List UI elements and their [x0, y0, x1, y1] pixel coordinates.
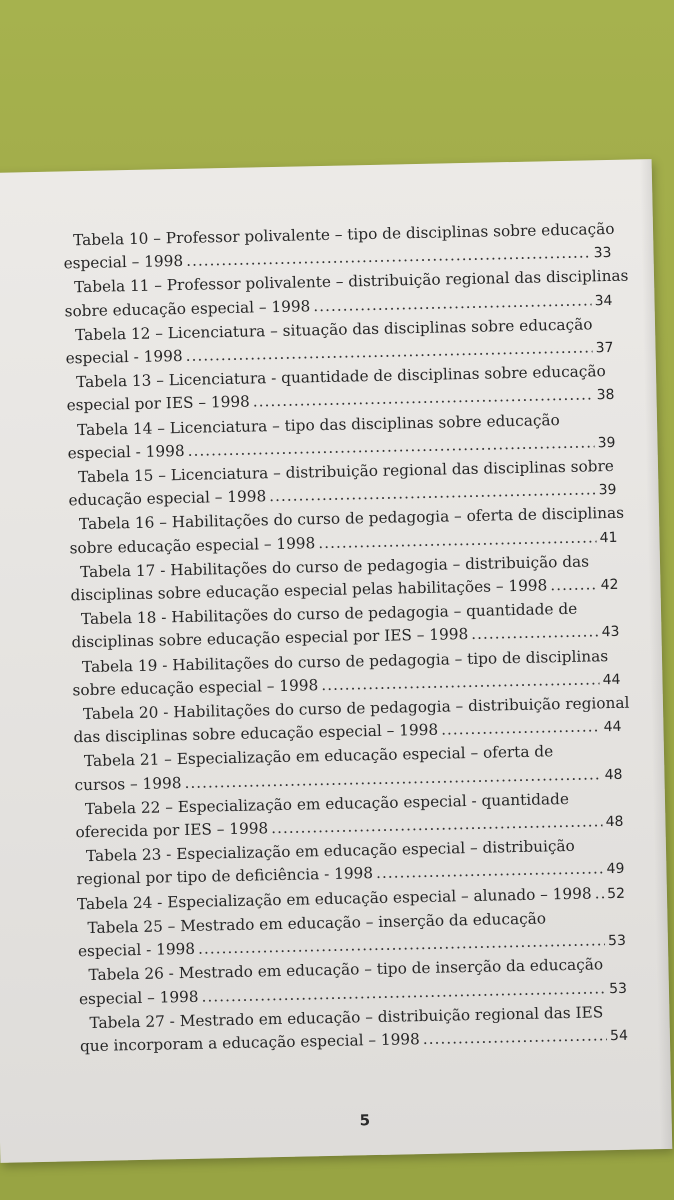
entry-title-cont: especial – 1998: [78, 987, 199, 1008]
entry-title-cont: educação especial – 1998: [68, 487, 267, 510]
entry-title-cont: disciplinas sobre educação especial por IES – 1998: [71, 625, 469, 652]
entry-title: Tabela 15 – Licenciatura – distribuição regional das disciplinas sobre: [77, 456, 615, 487]
table-list: [63, 218, 628, 1059]
page-number: 43: [601, 624, 620, 641]
page-number: 41: [599, 529, 618, 546]
entry-title-cont: especial - 1998: [67, 441, 185, 463]
page-number: 44: [602, 671, 621, 689]
entry-title-cont: das disciplinas sobre educação especial – 1998: [73, 720, 439, 747]
page-number: 44: [603, 719, 622, 736]
entry-title: Tabela 12 – Licenciatura – situação das disciplinas sobre educação: [74, 315, 593, 344]
entry-title: Tabela 25 – Mestrado em educação – inserção da educação: [87, 909, 547, 937]
entry-title-cont: sobre educação especial – 1998: [72, 676, 319, 700]
entry-title: Tabela 26 - Mestrado em educação – tipo de inserção da educação: [88, 955, 604, 985]
entry-title: Tabela 20 - Habilitações do curso de pedagogia – distribuição regional: [82, 693, 630, 724]
entry-title-cont: regional por tipo de deficiência - 1998: [76, 864, 374, 889]
leader-dots: [423, 1024, 608, 1051]
leader-dots: [594, 882, 604, 905]
entry-title: Tabela 18 - Habilitações do curso de pedagogia – quantidade de: [80, 599, 578, 629]
entry-title: Tabela 11 – Professor polivalente – distribuição regional das disciplinas: [73, 266, 629, 297]
page-number: 37: [595, 339, 614, 357]
entry-title-cont: que incorporam a educação especial – 1998: [79, 1030, 420, 1056]
page-folio: 5: [359, 1111, 371, 1130]
toc-entry-27: [79, 1000, 628, 1059]
page-number: 53: [607, 932, 627, 950]
entry-title-cont: especial por IES – 1998: [66, 392, 250, 415]
page-number: 42: [600, 576, 619, 594]
entry-title-cont: especial – 1998: [63, 252, 184, 273]
page-number: 52: [606, 885, 626, 902]
entry-title: Tabela 27 - Mestrado em educação – distribuição regional das IES: [89, 1002, 604, 1032]
entry-title-cont: especial - 1998: [77, 939, 196, 961]
page-number: 38: [596, 387, 615, 404]
entry-title-cont: sobre educação especial – 1998: [69, 533, 316, 557]
page-number: 39: [598, 482, 617, 499]
page-number: 53: [608, 980, 628, 997]
leader-dots: [550, 573, 598, 597]
entry-title: Tabela 13 – Licenciatura - quantidade de disciplinas sobre educação: [75, 362, 606, 392]
page-number: 39: [597, 434, 616, 452]
leader-dots: [441, 716, 601, 743]
entry-title: Tabela 14 – Licenciatura – tipo das disciplinas sobre educação: [76, 410, 560, 439]
leader-dots: [376, 858, 604, 886]
page-number: 33: [593, 245, 612, 262]
page-number: 34: [594, 292, 613, 309]
entry-title-cont: disciplinas sobre educação especial pelas habilitações – 1998: [70, 576, 548, 605]
entry-title: Tabela 17 - Habilitações do curso de pedagogia – distribuição das: [79, 552, 590, 581]
page-edge-shadow: [640, 159, 673, 1149]
entry-title: Tabela 21 – Especialização em educação especial – oferta de: [83, 742, 554, 771]
page-number: 48: [604, 766, 623, 783]
entry-title-cont: oferecida por IES – 1998: [75, 819, 269, 842]
entry-title-cont: especial - 1998: [65, 346, 183, 368]
page-number: 49: [606, 861, 625, 878]
book-page: [0, 159, 672, 1163]
entry-title: Tabela 24 - Especialização em educação especial – alunado – 1998: [76, 884, 592, 913]
entry-title: Tabela 19 - Habilitações do curso de pedagogia – tipo de disciplinas: [81, 646, 609, 676]
entry-title: Tabela 10 – Professor polivalente – tipo de disciplinas sobre educação: [72, 219, 615, 250]
entry-title: Tabela 16 – Habilitações do curso de pedagogia – oferta de disciplinas: [78, 504, 625, 534]
page-number: 48: [605, 813, 624, 831]
entry-title: Tabela 22 – Especialização em educação especial - quantidade: [84, 789, 570, 818]
page-number: 54: [609, 1027, 629, 1045]
entry-title: Tabela 23 - Especialização em educação especial – distribuição: [85, 837, 575, 866]
leader-dots: [471, 621, 599, 647]
entry-title-cont: sobre educação especial – 1998: [64, 296, 311, 321]
entry-title-cont: cursos – 1998: [74, 773, 182, 794]
